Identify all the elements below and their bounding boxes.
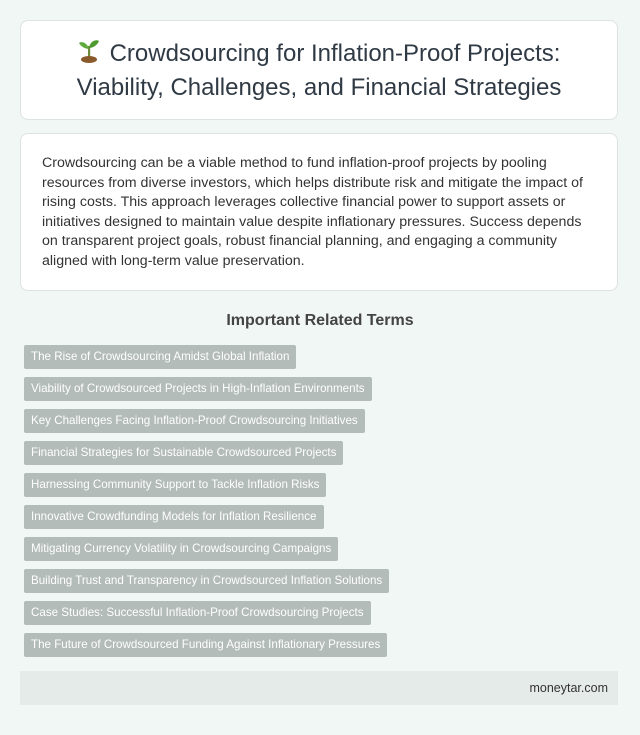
- footer: [20, 671, 618, 705]
- page-title: [39, 37, 599, 104]
- related-term-tag[interactable]: Key Challenges Facing Inflation-Proof Crowdsourcing Initiatives: [24, 409, 365, 433]
- related-term-tag[interactable]: Financial Strategies for Sustainable Crowdsourced Projects: [24, 441, 343, 465]
- summary-card: [20, 133, 618, 291]
- related-term-tag[interactable]: Mitigating Currency Volatility in Crowdsourcing Campaigns: [24, 537, 338, 561]
- related-term-tag[interactable]: The Future of Crowdsourced Funding Against Inflationary Pressures: [24, 633, 387, 657]
- related-terms-heading: Important Related Terms: [226, 312, 414, 329]
- related-term-tag[interactable]: Harnessing Community Support to Tackle Inflation Risks: [24, 473, 326, 497]
- related-term-tag[interactable]: Innovative Crowdfunding Models for Inflation Resilience: [24, 505, 324, 529]
- footer-site-link[interactable]: moneytar.com: [529, 681, 608, 695]
- title-card: [20, 20, 618, 120]
- related-terms-list: [24, 345, 614, 665]
- related-term-tag[interactable]: Viability of Crowdsourced Projects in High-Inflation Environments: [24, 377, 372, 401]
- sprout-icon: [78, 37, 100, 72]
- related-term-tag[interactable]: Case Studies: Successful Inflation-Proof Crowdsourcing Projects: [24, 601, 371, 625]
- title-text: Crowdsourcing for Inflation-Proof Projects: Viability, Challenges, and Financial Strategies: [76, 39, 562, 101]
- summary-text: Crowdsourcing can be a viable method to fund inflation-proof projects by pooling resources from diverse investors, which helps distribute risk and mitigate the impact of rising costs. This approach leverages collective financial power to support assets or initiatives designed to maintain value despite inflationary pressures. Success depends on transparent project goals, robust financial planning, and engaging a community aligned with long-term value preservation.: [42, 155, 583, 269]
- related-term-tag[interactable]: Building Trust and Transparency in Crowdsourced Inflation Solutions: [24, 569, 389, 593]
- related-term-tag[interactable]: The Rise of Crowdsourcing Amidst Global Inflation: [24, 345, 296, 369]
